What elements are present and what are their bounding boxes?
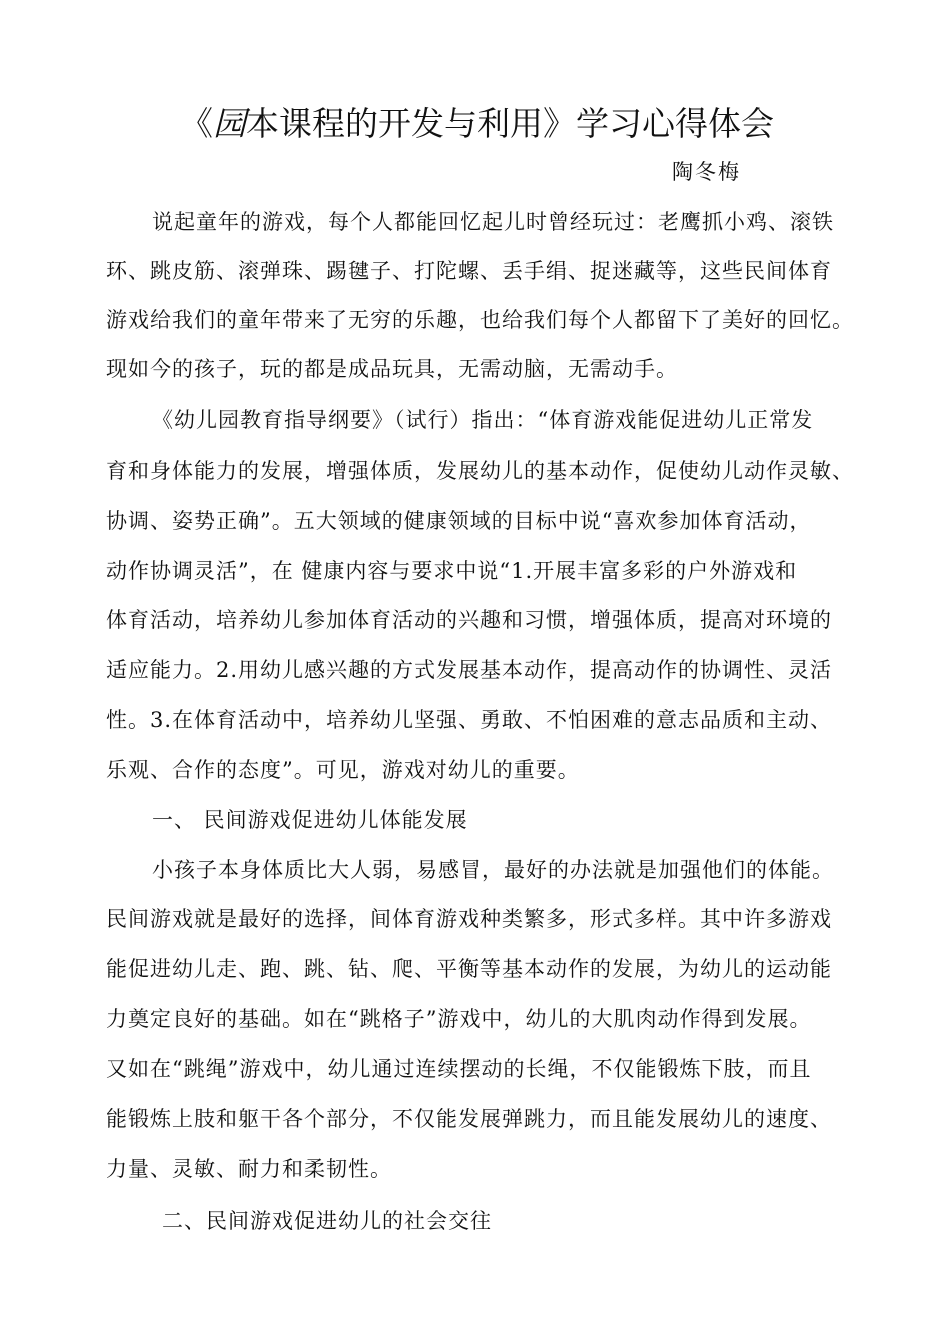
author-name: 陶冬梅 bbox=[672, 160, 741, 184]
paragraph-line: 乐观、合作的态度”。可见，游戏对幼儿的重要。 bbox=[106, 758, 580, 782]
paragraph-line: 协调、姿势正确”。五大领域的健康领域的目标中说“喜欢参加体育活动， bbox=[106, 509, 812, 533]
paragraph-line: 育和身体能力的发展，增强体质，发展幼儿的基本动作，促使幼儿动作灵敏、 bbox=[106, 459, 854, 483]
title-text: 本课程的开发与利用》学习心得体会 bbox=[246, 104, 774, 143]
document-title bbox=[180, 98, 860, 150]
paragraph-line: 动作协调灵活”，在 健康内容与要求中说“1.开展丰富多彩的户外游戏和 bbox=[106, 559, 798, 583]
paragraph-line: 能促进幼儿走、跑、跳、钻、爬、平衡等基本动作的发展，为幼儿的运动能 bbox=[106, 957, 832, 981]
paragraph-line: 适应能力。2.用幼儿感兴趣的方式发展基本动作，提高动作的协调性、灵活 bbox=[106, 658, 833, 682]
paragraph-line: 游戏给我们的童年带来了无穷的乐趣，也给我们每个人都留下了美好的回忆。 bbox=[106, 308, 854, 332]
paragraph-line: 性。3.在体育活动中，培养幼儿坚强、勇敢、不怕困难的意志品质和主动、 bbox=[106, 708, 833, 732]
paragraph-line: 说起童年的游戏，每个人都能回忆起儿时曾经玩过：老鹰抓小鸡、滚铁 bbox=[152, 210, 834, 234]
paragraph-line: 能锻炼上肢和躯干各个部分，不仅能发展弹跳力，而且能发展幼儿的速度、 bbox=[106, 1107, 832, 1131]
paragraph-line: 现如今的孩子，玩的都是成品玩具，无需动脑，无需动手。 bbox=[106, 357, 678, 381]
paragraph-line: 力奠定良好的基础。如在“跳格子”游戏中，幼儿的大肌肉动作得到发展。 bbox=[106, 1007, 812, 1031]
paragraph-line: 民间游戏就是最好的选择，间体育游戏种类繁多，形式多样。其中许多游戏 bbox=[106, 907, 832, 931]
paragraph-line: 小孩子本身体质比大人弱，易感冒，最好的办法就是加强他们的体能。 bbox=[152, 858, 834, 882]
paragraph-line: 环、跳皮筋、滚弹珠、踢毽子、打陀螺、丢手绢、捉迷藏等，这些民间体育 bbox=[106, 259, 832, 283]
paragraph-line: 又如在“跳绳”游戏中，幼儿通过连续摆动的长绳，不仅能锻炼下肢，而且 bbox=[106, 1057, 812, 1081]
title-yuan-char: 园 bbox=[213, 104, 246, 143]
paragraph-line: 力量、灵敏、耐力和柔韧性。 bbox=[106, 1157, 392, 1181]
section-heading: 一、 民间游戏促进幼儿体能发展 bbox=[152, 808, 468, 832]
section-heading: 二、民间游戏促进幼儿的社会交往 bbox=[162, 1209, 492, 1233]
paragraph-line: 体育活动，培养幼儿参加体育活动的兴趣和习惯，增强体质，提高对环境的 bbox=[106, 608, 832, 632]
paragraph-line: 《幼儿园教育指导纲要》（试行）指出：“体育游戏能促进幼儿正常发 bbox=[152, 408, 814, 432]
title-open-bracket: 《 bbox=[180, 104, 213, 143]
